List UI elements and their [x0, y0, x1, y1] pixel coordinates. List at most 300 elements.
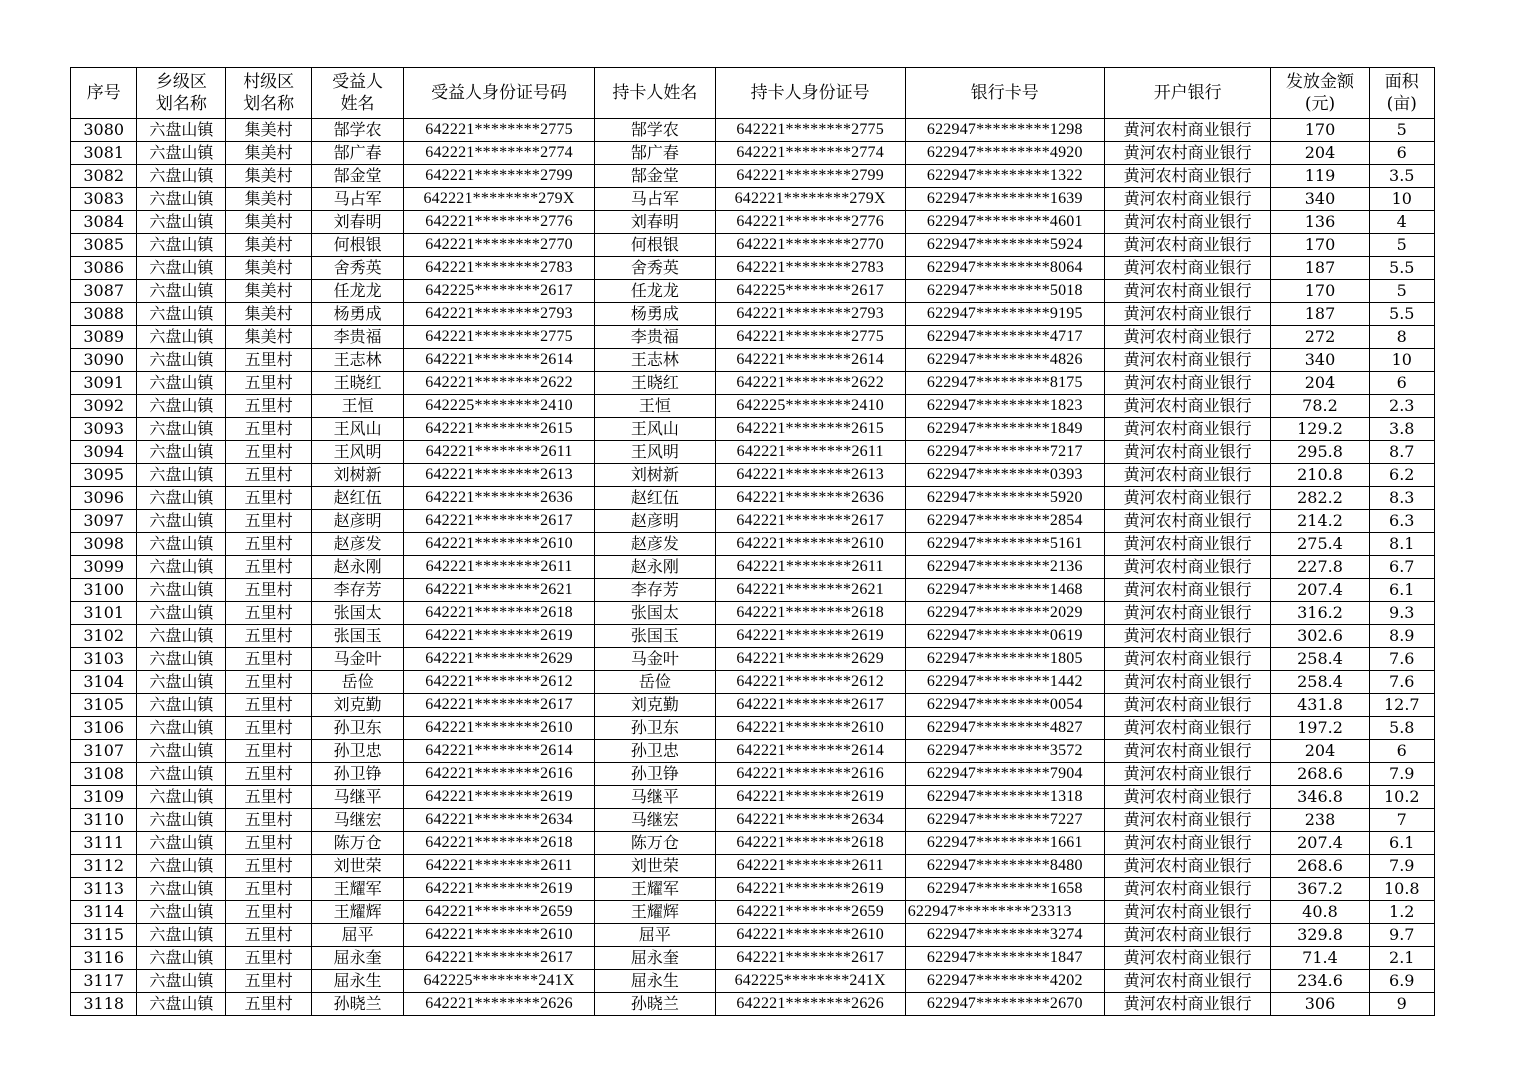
col-cardholder-id-cell: 642221********2610: [715, 717, 905, 740]
col-beneficiary-name-cell: 孙晓兰: [312, 993, 404, 1016]
col-beneficiary-id-cell: 642221********2619: [404, 786, 595, 809]
col-beneficiary-id-cell: 642221********2775: [404, 326, 595, 349]
col-area-cell: 10.8: [1369, 878, 1434, 901]
col-village-cell: 五里村: [226, 901, 312, 924]
col-bank-card-cell: 622947*********1322: [905, 165, 1104, 188]
col-cardholder-name-cell: 屈平: [595, 924, 716, 947]
col-area-cell: 8.1: [1369, 533, 1434, 556]
col-village-cell: 集美村: [226, 280, 312, 303]
col-cardholder-name-cell: 赵永刚: [595, 556, 716, 579]
col-serial-cell: 3103: [71, 648, 137, 671]
col-beneficiary-name-cell: 舍秀英: [312, 257, 404, 280]
col-bank-cell: 黄河农村商业银行: [1104, 464, 1271, 487]
col-beneficiary-id-cell: 642221********2611: [404, 855, 595, 878]
col-area-cell: 6.1: [1369, 579, 1434, 602]
col-beneficiary-name-cell: 屈平: [312, 924, 404, 947]
col-beneficiary-id-cell: 642221********2793: [404, 303, 595, 326]
col-village-cell: 五里村: [226, 487, 312, 510]
col-serial-cell: 3115: [71, 924, 137, 947]
col-bank-card-cell: 622947*********7904: [905, 763, 1104, 786]
table-row: [71, 694, 1435, 717]
col-beneficiary-name-cell: 刘春明: [312, 211, 404, 234]
col-village-cell: 五里村: [226, 878, 312, 901]
table-row: [71, 625, 1435, 648]
col-village-cell: 五里村: [226, 947, 312, 970]
col-village-cell: 五里村: [226, 395, 312, 418]
col-cardholder-id-cell: 642221********2611: [715, 556, 905, 579]
col-cardholder-name-cell: 刘树新: [595, 464, 716, 487]
col-township-cell: 六盘山镇: [137, 579, 226, 602]
col-bank-cell: 黄河农村商业银行: [1104, 648, 1271, 671]
col-cardholder-id-cell: 642221********2659: [715, 901, 905, 924]
table-row: [71, 349, 1435, 372]
col-bank-card-cell: 622947*********1849: [905, 418, 1104, 441]
col-amount-cell: 316.2: [1271, 602, 1369, 625]
col-beneficiary-name-cell: 李贵福: [312, 326, 404, 349]
col-township-cell: 六盘山镇: [137, 188, 226, 211]
col-township-cell: 六盘山镇: [137, 786, 226, 809]
col-serial-cell: 3086: [71, 257, 137, 280]
col-beneficiary-id-cell: 642221********2610: [404, 717, 595, 740]
col-area-cell: 6.3: [1369, 510, 1434, 533]
col-cardholder-name-cell: 何根银: [595, 234, 716, 257]
col-bank-cell: 黄河农村商业银行: [1104, 786, 1271, 809]
col-bank-cell: 黄河农村商业银行: [1104, 556, 1271, 579]
col-township-cell: 六盘山镇: [137, 119, 226, 142]
col-township-cell: 六盘山镇: [137, 717, 226, 740]
col-beneficiary-id-cell: 642221********2611: [404, 441, 595, 464]
col-cardholder-id-cell: 642225********241X: [715, 970, 905, 993]
col-cardholder-id-cell: 642221********2799: [715, 165, 905, 188]
col-village-cell: 五里村: [226, 832, 312, 855]
col-township-cell: 六盘山镇: [137, 487, 226, 510]
col-beneficiary-name-cell: 赵永刚: [312, 556, 404, 579]
col-cardholder-name-cell: 陈万仓: [595, 832, 716, 855]
col-township-cell: 六盘山镇: [137, 372, 226, 395]
col-bank-cell: 黄河农村商业银行: [1104, 740, 1271, 763]
col-village-cell: 五里村: [226, 924, 312, 947]
col-cardholder-name-cell: 刘春明: [595, 211, 716, 234]
col-township-cell: 六盘山镇: [137, 142, 226, 165]
col-serial-cell: 3097: [71, 510, 137, 533]
col-bank-card-cell: 622947*********5920: [905, 487, 1104, 510]
col-area-cell: 7.6: [1369, 648, 1434, 671]
col-bank-cell: 黄河农村商业银行: [1104, 717, 1271, 740]
col-bank-cell: 黄河农村商业银行: [1104, 763, 1271, 786]
col-beneficiary-id-cell: 642221********2610: [404, 924, 595, 947]
col-serial-cell: 3089: [71, 326, 137, 349]
col-cardholder-id-cell: 642221********2610: [715, 924, 905, 947]
col-bank-cell: 黄河农村商业银行: [1104, 165, 1271, 188]
col-amount-cell: 227.8: [1271, 556, 1369, 579]
col-beneficiary-id-cell: 642221********2619: [404, 878, 595, 901]
col-township-cell: 六盘山镇: [137, 326, 226, 349]
table-row: [71, 878, 1435, 901]
col-beneficiary-name-cell: 王志林: [312, 349, 404, 372]
col-village-cell: 集美村: [226, 211, 312, 234]
col-beneficiary-id-cell: 642225********2410: [404, 395, 595, 418]
col-beneficiary-name-cell: 刘世荣: [312, 855, 404, 878]
col-cardholder-id-cell: 642221********2614: [715, 740, 905, 763]
col-amount-cell: 214.2: [1271, 510, 1369, 533]
col-area-cell: 7.6: [1369, 671, 1434, 694]
col-village-cell: 集美村: [226, 257, 312, 280]
table-row: [71, 533, 1435, 556]
table-row: [71, 119, 1435, 142]
col-cardholder-id-cell: 642221********2775: [715, 326, 905, 349]
col-beneficiary-id-cell: 642221********2616: [404, 763, 595, 786]
subsidy-table: [70, 67, 1435, 1016]
col-beneficiary-id-cell: 642221********2774: [404, 142, 595, 165]
col-area-cell: 7: [1369, 809, 1434, 832]
col-beneficiary-id-cell: 642221********2629: [404, 648, 595, 671]
col-village-cell: 集美村: [226, 188, 312, 211]
col-beneficiary-id-cell: 642221********2799: [404, 165, 595, 188]
col-amount-cell: 40.8: [1271, 901, 1369, 924]
col-bank-cell: 黄河农村商业银行: [1104, 188, 1271, 211]
col-beneficiary-id-cell: 642221********2615: [404, 418, 595, 441]
col-serial-cell: 3096: [71, 487, 137, 510]
col-beneficiary-id-header: 受益人身份证号码: [404, 68, 595, 119]
col-village-cell: 五里村: [226, 993, 312, 1016]
col-bank-cell: 黄河农村商业银行: [1104, 395, 1271, 418]
col-beneficiary-id-cell: 642221********2610: [404, 533, 595, 556]
col-beneficiary-id-cell: 642221********2614: [404, 740, 595, 763]
col-amount-cell: 302.6: [1271, 625, 1369, 648]
col-beneficiary-id-cell: 642221********2776: [404, 211, 595, 234]
col-township-cell: 六盘山镇: [137, 924, 226, 947]
col-cardholder-name-cell: 王耀军: [595, 878, 716, 901]
table-row: [71, 234, 1435, 257]
col-village-cell: 五里村: [226, 464, 312, 487]
col-cardholder-id-cell: 642221********2616: [715, 763, 905, 786]
col-amount-cell: 329.8: [1271, 924, 1369, 947]
col-township-cell: 六盘山镇: [137, 441, 226, 464]
col-amount-cell: 197.2: [1271, 717, 1369, 740]
col-bank-card-cell: 622947*********3572: [905, 740, 1104, 763]
col-amount-cell: 272: [1271, 326, 1369, 349]
col-serial-cell: 3110: [71, 809, 137, 832]
col-serial-cell: 3082: [71, 165, 137, 188]
col-amount-cell: 71.4: [1271, 947, 1369, 970]
col-serial-cell: 3113: [71, 878, 137, 901]
col-bank-cell: 黄河农村商业银行: [1104, 602, 1271, 625]
col-bank-cell: 黄河农村商业银行: [1104, 671, 1271, 694]
col-amount-cell: 275.4: [1271, 533, 1369, 556]
col-township-cell: 六盘山镇: [137, 349, 226, 372]
col-bank-card-cell: 622947*********1658: [905, 878, 1104, 901]
table-row: [71, 441, 1435, 464]
col-cardholder-id-cell: 642221********2619: [715, 786, 905, 809]
col-bank-cell: 黄河农村商业银行: [1104, 947, 1271, 970]
col-cardholder-name-cell: 马金叶: [595, 648, 716, 671]
col-serial-cell: 3114: [71, 901, 137, 924]
col-beneficiary-name-cell: 王风明: [312, 441, 404, 464]
col-cardholder-id-cell: 642221********2619: [715, 625, 905, 648]
col-bank-card-cell: 622947*********5161: [905, 533, 1104, 556]
col-serial-cell: 3104: [71, 671, 137, 694]
col-area-cell: 5: [1369, 280, 1434, 303]
col-beneficiary-id-cell: 642221********2613: [404, 464, 595, 487]
col-bank-cell: 黄河农村商业银行: [1104, 257, 1271, 280]
col-cardholder-name-cell: 舍秀英: [595, 257, 716, 280]
col-cardholder-id-cell: 642225********2617: [715, 280, 905, 303]
col-cardholder-id-cell: 642221********2615: [715, 418, 905, 441]
col-bank-card-cell: 622947*********5018: [905, 280, 1104, 303]
col-beneficiary-id-cell: 642221********2617: [404, 510, 595, 533]
col-village-cell: 五里村: [226, 579, 312, 602]
col-amount-cell: 207.4: [1271, 832, 1369, 855]
col-beneficiary-id-cell: 642221********2621: [404, 579, 595, 602]
col-beneficiary-name-cell: 任龙龙: [312, 280, 404, 303]
col-serial-cell: 3081: [71, 142, 137, 165]
table-body: [71, 119, 1435, 1016]
col-area-cell: 6: [1369, 372, 1434, 395]
col-bank-cell: 黄河农村商业银行: [1104, 855, 1271, 878]
col-bank-cell: 黄河农村商业银行: [1104, 625, 1271, 648]
col-serial-cell: 3111: [71, 832, 137, 855]
col-beneficiary-id-cell: 642221********2783: [404, 257, 595, 280]
col-bank-card-cell: 622947*********9195: [905, 303, 1104, 326]
col-beneficiary-id-cell: 642221********279X: [404, 188, 595, 211]
col-amount-cell: 170: [1271, 280, 1369, 303]
col-bank-card-cell: 622947*********1639: [905, 188, 1104, 211]
col-township-cell: 六盘山镇: [137, 878, 226, 901]
col-beneficiary-id-cell: 642221********2770: [404, 234, 595, 257]
col-village-cell: 五里村: [226, 418, 312, 441]
col-village-cell: 五里村: [226, 809, 312, 832]
col-area-cell: 7.9: [1369, 763, 1434, 786]
col-cardholder-id-cell: 642221********2611: [715, 441, 905, 464]
col-bank-cell: 黄河农村商业银行: [1104, 303, 1271, 326]
col-cardholder-id-cell: 642221********2774: [715, 142, 905, 165]
col-bank-card-cell: 622947*********4827: [905, 717, 1104, 740]
col-amount-cell: 234.6: [1271, 970, 1369, 993]
col-village-cell: 五里村: [226, 349, 312, 372]
col-bank-cell: 黄河农村商业银行: [1104, 579, 1271, 602]
col-township-cell: 六盘山镇: [137, 947, 226, 970]
col-cardholder-name-cell: 马继平: [595, 786, 716, 809]
col-beneficiary-id-cell: 642221********2618: [404, 832, 595, 855]
col-serial-cell: 3105: [71, 694, 137, 717]
col-beneficiary-name-cell: 刘树新: [312, 464, 404, 487]
col-area-cell: 5.5: [1369, 257, 1434, 280]
col-bank-card-header: 银行卡号: [905, 68, 1104, 119]
col-area-header: 面积 (亩): [1369, 68, 1434, 119]
col-township-cell: 六盘山镇: [137, 901, 226, 924]
col-township-cell: 六盘山镇: [137, 993, 226, 1016]
col-township-cell: 六盘山镇: [137, 510, 226, 533]
col-bank-card-cell: 622947*********1468: [905, 579, 1104, 602]
col-bank-cell: 黄河农村商业银行: [1104, 993, 1271, 1016]
col-village-cell: 集美村: [226, 165, 312, 188]
col-township-cell: 六盘山镇: [137, 211, 226, 234]
col-bank-card-cell: 622947*********4920: [905, 142, 1104, 165]
table-row: [71, 717, 1435, 740]
col-cardholder-name-cell: 刘世荣: [595, 855, 716, 878]
col-serial-cell: 3118: [71, 993, 137, 1016]
col-cardholder-name-cell: 王风山: [595, 418, 716, 441]
col-area-cell: 6: [1369, 142, 1434, 165]
col-cardholder-name-cell: 张国玉: [595, 625, 716, 648]
col-amount-cell: 258.4: [1271, 671, 1369, 694]
col-bank-cell: 黄河农村商业银行: [1104, 418, 1271, 441]
col-serial-cell: 3106: [71, 717, 137, 740]
col-cardholder-id-cell: 642221********2614: [715, 349, 905, 372]
table-row: [71, 464, 1435, 487]
col-cardholder-name-cell: 岳俭: [595, 671, 716, 694]
col-bank-cell: 黄河农村商业银行: [1104, 119, 1271, 142]
col-beneficiary-name-cell: 郜金堂: [312, 165, 404, 188]
col-bank-card-cell: 622947*********1318: [905, 786, 1104, 809]
col-cardholder-name-cell: 孙卫东: [595, 717, 716, 740]
col-bank-card-cell: 622947*********3274: [905, 924, 1104, 947]
col-cardholder-id-cell: 642221********2610: [715, 533, 905, 556]
col-township-cell: 六盘山镇: [137, 832, 226, 855]
col-bank-card-cell: 622947*********2670: [905, 993, 1104, 1016]
col-area-cell: 10: [1369, 349, 1434, 372]
col-area-cell: 2.3: [1369, 395, 1434, 418]
col-beneficiary-name-cell: 李存芳: [312, 579, 404, 602]
col-amount-cell: 282.2: [1271, 487, 1369, 510]
col-beneficiary-name-cell: 王耀军: [312, 878, 404, 901]
col-bank-cell: 黄河农村商业银行: [1104, 970, 1271, 993]
col-serial-cell: 3080: [71, 119, 137, 142]
table-row: [71, 165, 1435, 188]
col-cardholder-name-cell: 郜学农: [595, 119, 716, 142]
table-row: [71, 303, 1435, 326]
col-beneficiary-name-cell: 刘克勤: [312, 694, 404, 717]
header-row: [71, 68, 1435, 119]
table-row: [71, 418, 1435, 441]
col-township-header: 乡级区 划名称: [137, 68, 226, 119]
col-bank-cell: 黄河农村商业银行: [1104, 372, 1271, 395]
col-area-cell: 5: [1369, 119, 1434, 142]
col-village-cell: 集美村: [226, 326, 312, 349]
col-beneficiary-id-cell: 642221********2618: [404, 602, 595, 625]
col-cardholder-id-cell: 642221********2619: [715, 878, 905, 901]
col-serial-cell: 3092: [71, 395, 137, 418]
table-row: [71, 602, 1435, 625]
col-township-cell: 六盘山镇: [137, 809, 226, 832]
col-cardholder-id-cell: 642221********2612: [715, 671, 905, 694]
table-row: [71, 786, 1435, 809]
col-area-cell: 3.5: [1369, 165, 1434, 188]
table-row: [71, 395, 1435, 418]
col-amount-cell: 119: [1271, 165, 1369, 188]
col-cardholder-name-cell: 刘克勤: [595, 694, 716, 717]
col-cardholder-id-cell: 642221********2634: [715, 809, 905, 832]
col-township-cell: 六盘山镇: [137, 464, 226, 487]
col-cardholder-name-cell: 孙晓兰: [595, 993, 716, 1016]
col-beneficiary-name-cell: 陈万仓: [312, 832, 404, 855]
col-village-cell: 五里村: [226, 556, 312, 579]
col-beneficiary-id-cell: 642221********2636: [404, 487, 595, 510]
col-township-cell: 六盘山镇: [137, 694, 226, 717]
col-bank-card-cell: 622947*********1805: [905, 648, 1104, 671]
col-cardholder-id-cell: 642221********2617: [715, 510, 905, 533]
col-cardholder-name-cell: 马继宏: [595, 809, 716, 832]
col-beneficiary-id-cell: 642225********241X: [404, 970, 595, 993]
col-serial-cell: 3093: [71, 418, 137, 441]
col-cardholder-name-cell: 李贵福: [595, 326, 716, 349]
col-bank-cell: 黄河农村商业银行: [1104, 487, 1271, 510]
col-bank-cell: 黄河农村商业银行: [1104, 533, 1271, 556]
col-beneficiary-id-cell: 642221********2611: [404, 556, 595, 579]
col-amount-cell: 187: [1271, 303, 1369, 326]
col-cardholder-name-cell: 屈永生: [595, 970, 716, 993]
col-amount-cell: 129.2: [1271, 418, 1369, 441]
table-row: [71, 924, 1435, 947]
col-beneficiary-id-cell: 642221********2612: [404, 671, 595, 694]
table-row: [71, 970, 1435, 993]
col-beneficiary-name-cell: 赵彦发: [312, 533, 404, 556]
col-cardholder-name-header: 持卡人姓名: [595, 68, 716, 119]
table-row: [71, 671, 1435, 694]
table-row: [71, 510, 1435, 533]
col-serial-cell: 3101: [71, 602, 137, 625]
col-bank-cell: 黄河农村商业银行: [1104, 142, 1271, 165]
col-township-cell: 六盘山镇: [137, 556, 226, 579]
col-bank-card-cell: 622947*********23313: [905, 901, 1104, 924]
col-area-cell: 9: [1369, 993, 1434, 1016]
col-cardholder-name-cell: 王晓红: [595, 372, 716, 395]
col-cardholder-id-cell: 642221********2622: [715, 372, 905, 395]
col-beneficiary-name-cell: 马继宏: [312, 809, 404, 832]
col-cardholder-id-cell: 642221********2611: [715, 855, 905, 878]
col-bank-card-cell: 622947*********2136: [905, 556, 1104, 579]
col-bank-card-cell: 622947*********1847: [905, 947, 1104, 970]
col-village-cell: 五里村: [226, 625, 312, 648]
col-cardholder-name-cell: 王恒: [595, 395, 716, 418]
col-cardholder-name-cell: 王风明: [595, 441, 716, 464]
table-row: [71, 947, 1435, 970]
col-beneficiary-name-cell: 王耀辉: [312, 901, 404, 924]
col-serial-cell: 3109: [71, 786, 137, 809]
col-township-cell: 六盘山镇: [137, 602, 226, 625]
col-beneficiary-id-cell: 642221********2622: [404, 372, 595, 395]
col-village-cell: 五里村: [226, 510, 312, 533]
col-amount-cell: 238: [1271, 809, 1369, 832]
col-beneficiary-name-cell: 马金叶: [312, 648, 404, 671]
table-row: [71, 188, 1435, 211]
col-bank-card-cell: 622947*********1661: [905, 832, 1104, 855]
col-serial-cell: 3117: [71, 970, 137, 993]
col-village-cell: 集美村: [226, 119, 312, 142]
col-cardholder-id-cell: 642221********2636: [715, 487, 905, 510]
col-area-cell: 1.2: [1369, 901, 1434, 924]
col-serial-cell: 3107: [71, 740, 137, 763]
col-bank-card-cell: 622947*********2029: [905, 602, 1104, 625]
col-serial-cell: 3098: [71, 533, 137, 556]
col-township-cell: 六盘山镇: [137, 165, 226, 188]
col-bank-card-cell: 622947*********8064: [905, 257, 1104, 280]
col-cardholder-id-cell: 642225********2410: [715, 395, 905, 418]
table-row: [71, 326, 1435, 349]
col-village-cell: 五里村: [226, 740, 312, 763]
col-beneficiary-name-header: 受益人 姓名: [312, 68, 404, 119]
col-beneficiary-name-cell: 赵彦明: [312, 510, 404, 533]
col-area-cell: 8.9: [1369, 625, 1434, 648]
col-bank-cell: 黄河农村商业银行: [1104, 441, 1271, 464]
col-beneficiary-name-cell: 马占军: [312, 188, 404, 211]
col-serial-cell: 3090: [71, 349, 137, 372]
col-beneficiary-name-cell: 孙卫铮: [312, 763, 404, 786]
col-area-cell: 6.2: [1369, 464, 1434, 487]
col-township-cell: 六盘山镇: [137, 671, 226, 694]
col-amount-cell: 170: [1271, 234, 1369, 257]
table-row: [71, 579, 1435, 602]
